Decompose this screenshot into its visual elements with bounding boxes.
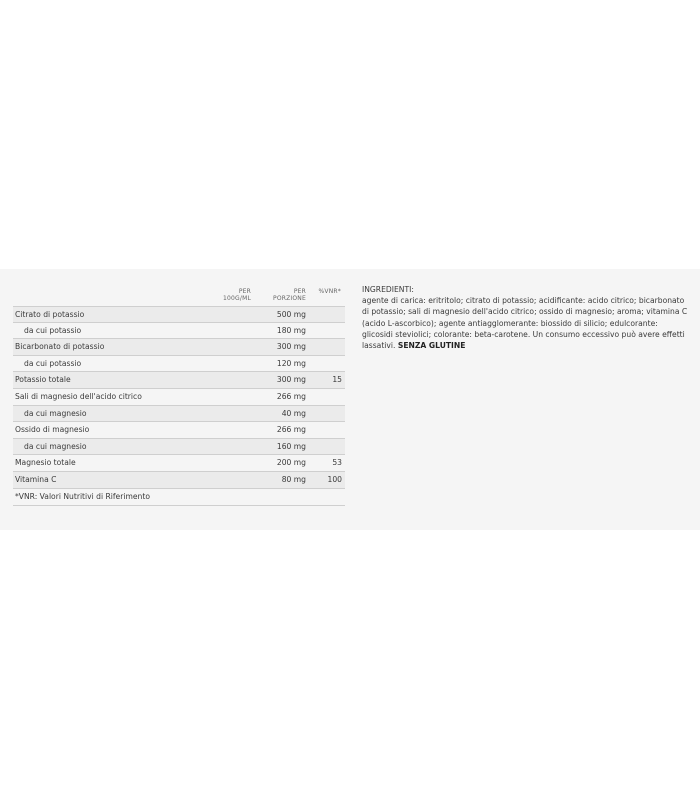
table-row	[13, 439, 345, 456]
row-label: Bicarbonato di potassio	[15, 342, 105, 352]
row-value-vnr: 15	[332, 375, 342, 385]
row-label: da cui potassio	[24, 358, 82, 368]
row-label: Magnesio totale	[15, 458, 76, 468]
row-value-per-portion: 300 mg	[276, 342, 306, 352]
ingredients-title: INGREDIENTI:	[362, 285, 414, 294]
ingredients-text: agente di carica: eritritolo; citrato di potassio; acidificante: acido citrico; bicarbonato di potassio; sali di magnesio dell'acido citrico; ossido di magnesio; aroma; vitamina C (acido L-ascorbico); agente antiagglomerante: biossido di silicio; edulcorante: glicosidi steviolici; colorante: beta-carotene. Un consumo eccessivo può avere effetti lassativi.	[362, 296, 688, 351]
row-value-per-portion: 160 mg	[276, 441, 306, 451]
row-value-per-portion: 200 mg	[276, 458, 306, 468]
table-row	[13, 356, 345, 373]
nutrition-table	[13, 284, 345, 506]
table-row	[13, 389, 345, 406]
header-per-portion: PER PORZIONE	[273, 288, 306, 302]
row-value-per-portion: 80 mg	[281, 474, 306, 484]
table-row	[13, 406, 345, 423]
table-row	[13, 422, 345, 439]
row-value-per-portion: 40 mg	[281, 408, 306, 418]
header-per-100: PER 100G/ML	[222, 288, 251, 302]
row-value-per-portion: 180 mg	[276, 325, 306, 335]
table-footnote	[13, 489, 345, 506]
row-label: Sali di magnesio dell'acido citrico	[15, 391, 142, 401]
row-value-per-portion: 266 mg	[276, 391, 306, 401]
table-row	[13, 455, 345, 472]
table-row	[13, 306, 345, 323]
row-value-per-portion: 300 mg	[276, 375, 306, 385]
row-label: *VNR: Valori Nutritivi di Riferimento	[15, 491, 150, 501]
row-value-per-portion: 120 mg	[276, 358, 306, 368]
table-row	[13, 372, 345, 389]
row-value-per-portion: 500 mg	[276, 310, 306, 319]
table-row	[13, 323, 345, 340]
row-label: da cui magnesio	[24, 408, 87, 418]
table-row	[13, 339, 345, 356]
row-value-vnr: 100	[327, 474, 342, 484]
row-label: Vitamina C	[15, 474, 57, 484]
row-label: da cui potassio	[24, 325, 82, 335]
row-label: Citrato di potassio	[15, 310, 85, 319]
row-label: Potassio totale	[15, 375, 71, 385]
table-row	[13, 472, 345, 489]
row-label: da cui magnesio	[24, 441, 87, 451]
row-label: Ossido di magnesio	[15, 425, 90, 435]
row-value-per-portion: 266 mg	[276, 425, 306, 435]
gluten-free-label: SENZA GLUTINE	[397, 341, 466, 351]
row-value-vnr: 53	[332, 458, 342, 468]
nutrition-table-header	[13, 284, 345, 306]
header-vnr: %VNR*	[318, 288, 341, 295]
ingredients-block	[362, 284, 688, 351]
